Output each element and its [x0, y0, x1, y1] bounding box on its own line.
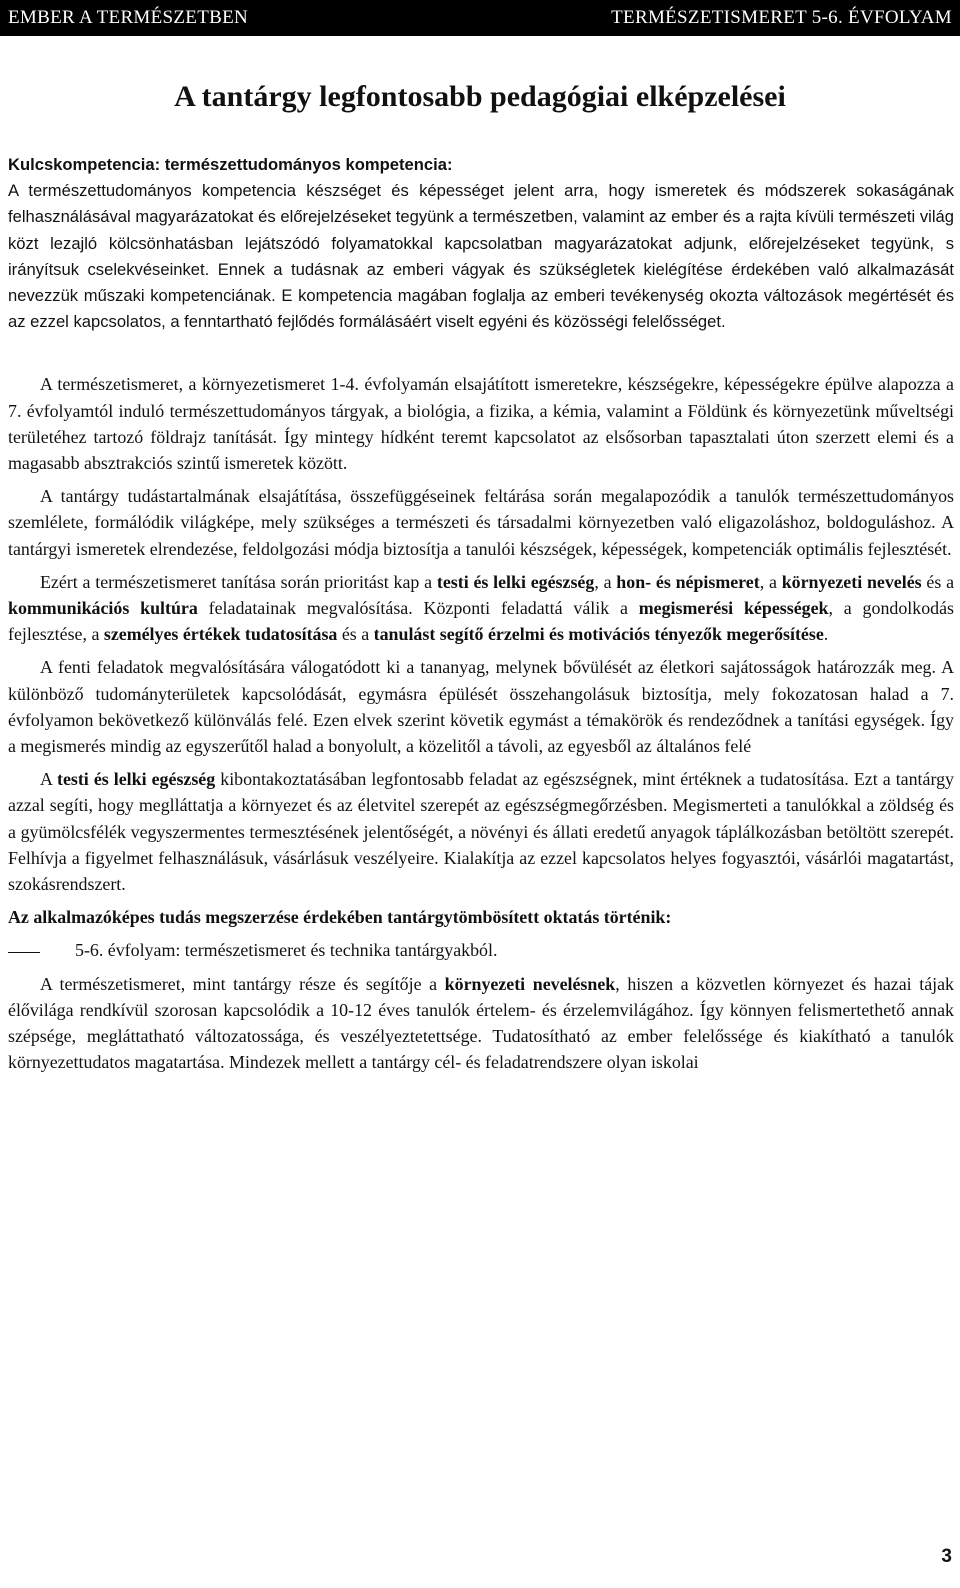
- subject-block-heading: Az alkalmazóképes tudás megszerzése érdekében tantárgytömbösített oktatás történik:: [8, 907, 672, 928]
- page-title: A tantárgy legfontosabb pedagógiai elképzelései: [174, 80, 786, 113]
- dash-bullet-icon: [8, 937, 75, 963]
- paragraph-5: A testi és lelki egészség kibontakoztatásában legfontosabb feladat az egészségnek, mint értéknek a tudatosítása. Ezt a tantárgy azzal segíti, hogy meglláttatja a környezet és az életvitel szerepét az egészségmegőrzésben. Megismerteti a tanulókkal a zöldség és a gyümölcsfélék vegyszermentes termesztésének jelentőségét, a növényi és állati eredetű anyagok táplálkozásban betöltött szerepét. Felhívja a figyelmet felhasználásuk, vásárlásuk veszélyeire. Kialakítja az ezzel kapcsolatos helyes fogyasztói, vásárlói magatartást, szokásrendszert.: [8, 769, 954, 895]
- competence-heading: Kulcskompetencia: természettudományos kompetencia:: [8, 155, 453, 174]
- running-header: [0, 0, 960, 36]
- page-number: 3: [941, 1546, 952, 1567]
- list-item: [8, 937, 954, 963]
- header-left-title: EMBER A TERMÉSZETBEN: [8, 7, 249, 28]
- paragraph-6: A természetismeret, mint tantárgy része és segítője a környezeti nevelésnek, hiszen a közvetlen környezet és hazai tájak élővilága rendkívül szorosan kapcsolódik a 10-12 éves tanulók értelem- és érzelemvilágához. Így könnyen felismertethető annak szépsége, megláttatható változatossága, és veszélyeztetettsége. Tudatosítható az ember felelőssége és kiakítható a tanulók környezettudatos magatartása. Mindezek mellett a tantárgy cél- és feladatrendszere olyan iskolai: [8, 973, 954, 1073]
- competence-text: A természettudományos kompetencia készséget és képességet jelent arra, hogy ismeretek és módszerek sokaságának felhasználásával magyarázatokat és előrejelzéseket tegyünk a természetben, valamint az ember és a rajta kívüli természeti világ közt lezajló kölcsönhatásban lejátszódó folyamatokkal kapcsolatban magyarázatokat adjunk, előrejelzéseket tegyünk, s irányítsuk cselekvéseinket. Ennek a tudásnak az emberi vágyak és szükségletek kielégítése érdekében való alkalmazását nevezzük műszaki kompetenciának. E kompetencia magában foglalja az emberi tevékenység okozta változások megértését és az ezzel kapcsolatos, a fenntartható fejlődés formálásáért viselt egyéni és közösségi felelősséget.: [8, 181, 954, 332]
- paragraph-1: A természetismeret, a környezetismeret 1-4. évfolyamán elsajátított ismeretekre, készségekre, képességekre épülve alapozza a 7. évfolyamtól induló természettudományos tárgyak, a biológia, a fizika, a kémia, valamint a Földünk és környezetünk műveltségi területéhez tartozó földrajz tanítását. Így mintegy hídként teremt kapcsolatot az elsősorban tapasztalati úton szerzett elemi és a magasabb absztrakciós szintű ismeretek között.: [8, 374, 954, 474]
- list-item-text: 5-6. évfolyam: természetismeret és technika tantárgyakból.: [75, 940, 498, 961]
- paragraph-3: Ezért a természetismeret tanítása során prioritást kap a testi és lelki egészség, a hon- és népismeret, a környezeti nevelés és a kommunikációs kultúra feladatainak megvalósítása. Központi feladattá válik a megismerési képességek, a gondolkodás fejlesztése, a személyes értékek tudatosítása és a tanulást segítő érzelmi és motivációs tényezők megerősítése.: [8, 571, 955, 645]
- paragraph-2: A tantárgy tudástartalmának elsajátítása, összefüggéseinek feltárása során megalapozódik a tanulók természettudományos szemlélete, formálódik világképe, mely szükséges a természeti és társadalmi környezetben való eligazoláshoz, boldoguláshoz. A tantárgyi ismeretek elrendezése, feldolgozási módja biztosítja a tanulói készségek, képességek, kompetenciák optimális fejlesztését.: [8, 486, 954, 559]
- document-body: [8, 152, 954, 1076]
- header-right-title: TERMÉSZETISMERET 5-6. ÉVFOLYAM: [611, 7, 952, 28]
- competence-section: [8, 152, 954, 335]
- paragraph-4: A fenti feladatok megvalósítására válogatódott ki a tananyag, melynek bővülését az életkori sajátosságok határozzák meg. A különböző tudományterületek kapcsolódását, egymásra épülését összehangolásuk biztosítja, mely fokozatosan halad a 7. évfolyamon bekövetkező különválás felé. Ezen elvek szerint követik egymást a témakörök és rendeződnek a tanítási egységek. Így a megismerés mindig az egyszerűtől halad a bonyolult, a közelitől a távoli, az egyesből az általános felé: [8, 657, 954, 757]
